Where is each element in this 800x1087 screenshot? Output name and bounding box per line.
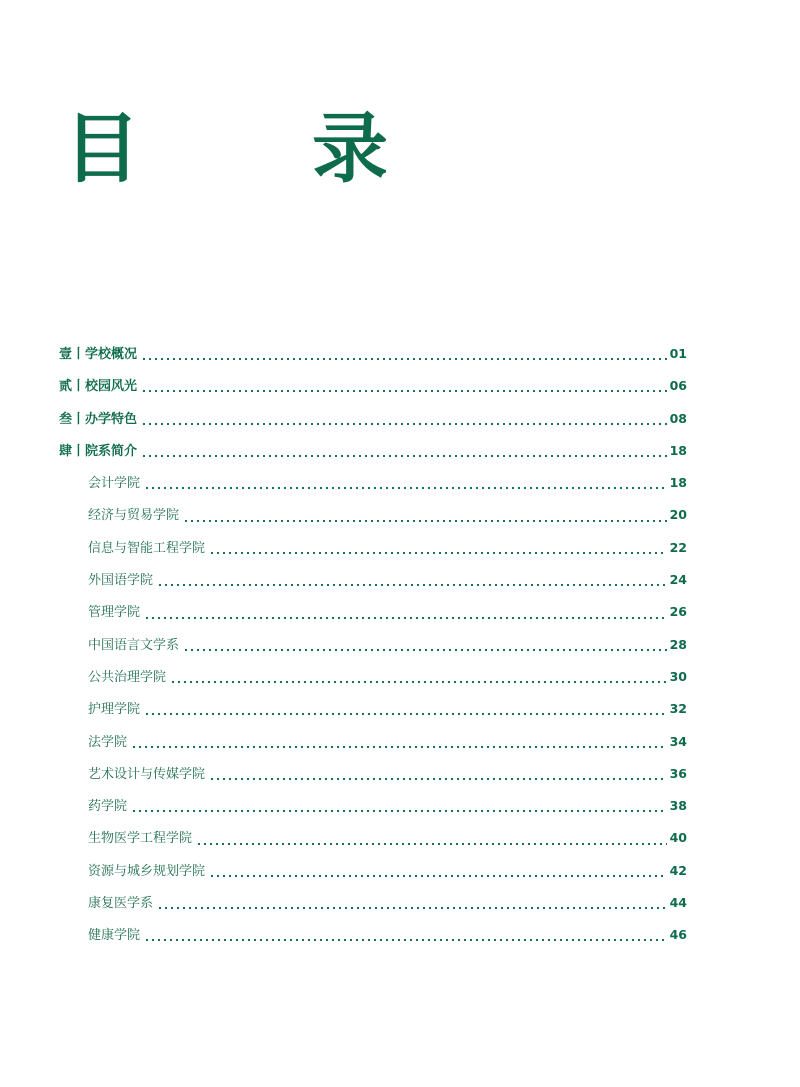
toc-page-number: 08 xyxy=(669,410,687,426)
dot-leader xyxy=(209,551,667,555)
toc-department-item[interactable] xyxy=(59,664,687,696)
dot-leader xyxy=(209,777,667,781)
toc-page-number: 46 xyxy=(669,927,687,943)
toc-page-number: 28 xyxy=(669,636,687,652)
toc-page-number: 36 xyxy=(669,765,687,781)
dot-leader xyxy=(131,809,667,813)
toc-page-number: 22 xyxy=(669,539,687,555)
toc-page-number: 06 xyxy=(669,378,687,394)
toc-department-item[interactable] xyxy=(59,729,687,761)
toc-department-item[interactable] xyxy=(59,502,687,534)
toc-department-item[interactable] xyxy=(59,567,687,599)
dot-leader xyxy=(144,938,667,942)
dot-leader xyxy=(141,389,667,393)
toc-page-number: 18 xyxy=(669,442,687,458)
dot-leader xyxy=(209,874,667,878)
toc-page-number: 42 xyxy=(669,862,687,878)
toc-page-number: 24 xyxy=(669,572,687,588)
dot-leader xyxy=(144,486,667,490)
toc-section-item[interactable] xyxy=(59,373,687,405)
toc-department-item[interactable] xyxy=(59,761,687,793)
dot-leader xyxy=(131,745,667,749)
toc-page-number: 30 xyxy=(669,668,687,684)
toc-page-number: 01 xyxy=(669,346,687,361)
toc-page-number: 38 xyxy=(669,798,687,814)
toc-page-number: 32 xyxy=(669,701,687,717)
toc-department-label: 护理学院 xyxy=(88,702,141,718)
toc-section-item[interactable] xyxy=(59,438,687,470)
toc-section-label: 壹丨学校概况 xyxy=(59,347,138,362)
dot-leader xyxy=(157,583,667,587)
toc-department-item[interactable] xyxy=(59,890,687,922)
toc-department-label: 资源与城乡规划学院 xyxy=(88,863,206,879)
toc-page-number: 34 xyxy=(669,733,687,749)
dot-leader xyxy=(170,680,667,684)
toc-department-item[interactable] xyxy=(59,825,687,857)
toc-department-item[interactable] xyxy=(59,793,687,825)
dot-leader xyxy=(141,422,667,426)
toc-department-item[interactable] xyxy=(59,535,687,567)
toc-department-label: 中国语言文学系 xyxy=(88,637,180,653)
dot-leader xyxy=(196,842,667,846)
toc-department-label: 法学院 xyxy=(88,734,128,750)
dot-leader xyxy=(141,357,667,361)
dot-leader xyxy=(144,616,667,620)
toc-department-label: 会计学院 xyxy=(88,476,141,492)
toc-department-label: 康复医学系 xyxy=(88,896,154,912)
dot-leader xyxy=(183,519,667,523)
toc-section-label: 肆丨院系简介 xyxy=(59,443,138,459)
toc-section-label: 贰丨校园风光 xyxy=(59,379,138,395)
toc-department-item[interactable] xyxy=(59,922,687,954)
toc-department-item[interactable] xyxy=(59,632,687,664)
toc-section-item[interactable] xyxy=(59,341,687,373)
toc-department-label: 生物医学工程学院 xyxy=(88,831,193,847)
toc-section-item[interactable] xyxy=(59,406,687,438)
dot-leader xyxy=(183,648,667,652)
toc-department-item[interactable] xyxy=(59,696,687,728)
toc-department-label: 外国语学院 xyxy=(88,573,154,589)
toc-department-label: 信息与智能工程学院 xyxy=(88,540,206,556)
toc-department-label: 管理学院 xyxy=(88,605,141,621)
dot-leader xyxy=(144,712,667,716)
toc-page-number: 40 xyxy=(669,830,687,846)
toc-page-number: 20 xyxy=(669,507,687,523)
toc-department-item[interactable] xyxy=(59,599,687,631)
dot-leader xyxy=(141,454,667,458)
toc-page-number: 18 xyxy=(669,475,687,491)
page-title: 目 录 xyxy=(64,104,436,193)
toc-department-label: 健康学院 xyxy=(88,928,141,944)
table-of-contents xyxy=(59,341,687,955)
toc-department-item[interactable] xyxy=(59,470,687,502)
dot-leader xyxy=(157,906,667,910)
toc-department-label: 药学院 xyxy=(88,799,128,815)
toc-section-label: 叁丨办学特色 xyxy=(59,411,138,427)
toc-department-label: 经济与贸易学院 xyxy=(88,508,180,524)
toc-department-item[interactable] xyxy=(59,858,687,890)
toc-page-number: 26 xyxy=(669,604,687,620)
toc-department-label: 公共治理学院 xyxy=(88,669,167,685)
toc-page-number: 44 xyxy=(669,895,687,911)
toc-department-label: 艺术设计与传媒学院 xyxy=(88,766,206,782)
